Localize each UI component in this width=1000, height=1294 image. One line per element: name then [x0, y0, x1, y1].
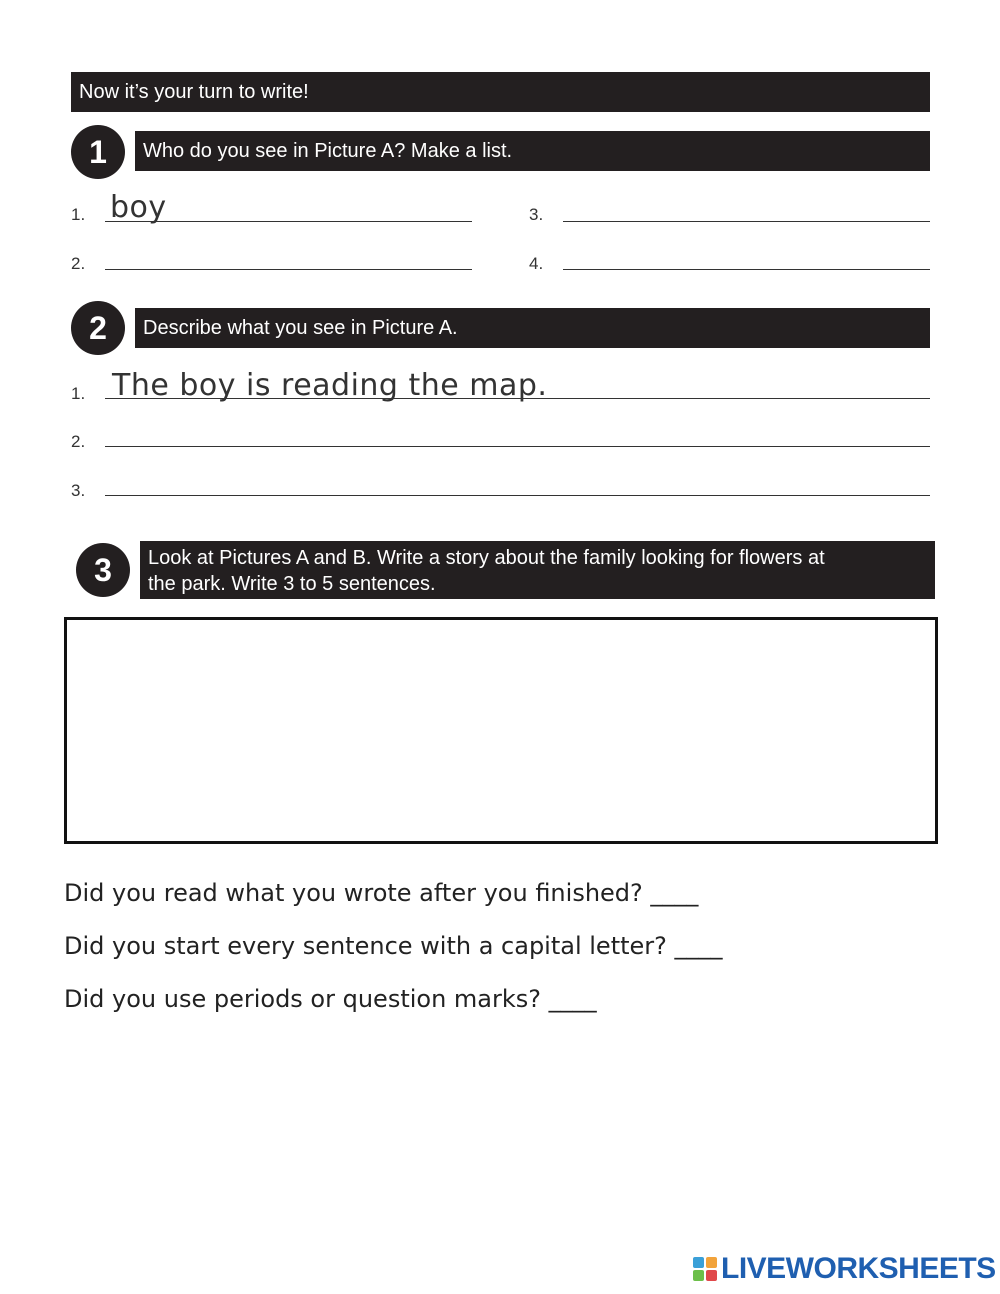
- checklist-item-1: Did you read what you wrote after you finished? ____: [64, 879, 699, 907]
- question-3-number: 3: [94, 551, 112, 588]
- question-3-prompt-line-1: Look at Pictures A and B. Write a story about the family looking for flowers at: [148, 547, 825, 569]
- logo-text: LIVEWORKSHEETS: [721, 1252, 996, 1285]
- q2-item-2-line[interactable]: [105, 446, 930, 447]
- question-2-prompt: Describe what you see in Picture A.: [143, 317, 458, 339]
- question-2-prompt-bar: [135, 308, 930, 348]
- story-text-area[interactable]: [64, 617, 938, 844]
- q2-item-3-line[interactable]: [105, 495, 930, 496]
- q1-item-4-line[interactable]: [563, 269, 930, 270]
- q1-item-4-label: 4.: [529, 254, 544, 273]
- section-header-title: Now it’s your turn to write!: [79, 81, 309, 103]
- question-3-prompt-bar: [140, 541, 935, 599]
- question-1-number: 1: [89, 133, 107, 170]
- logo-grid-icon: [693, 1257, 717, 1281]
- q2-item-1-line[interactable]: [105, 398, 930, 399]
- q1-item-1-label: 1.: [71, 205, 86, 224]
- q1-item-2-line[interactable]: [105, 269, 472, 270]
- q2-item-1-answer[interactable]: The boy is reading the map.: [112, 368, 548, 403]
- q1-item-2-label: 2.: [71, 254, 86, 273]
- question-3-prompt-line-2: the park. Write 3 to 5 sentences.: [148, 573, 436, 595]
- checklist-item-2: Did you start every sentence with a capital letter? ____: [64, 932, 723, 960]
- q2-item-1-label: 1.: [71, 384, 86, 403]
- question-1-prompt: Who do you see in Picture A? Make a list.: [143, 140, 513, 162]
- question-1-number-badge: [71, 125, 125, 179]
- liveworksheets-logo: [693, 1252, 996, 1286]
- checklist-item-3: Did you use periods or question marks? ____: [64, 985, 597, 1013]
- question-3-number-badge: [76, 543, 130, 597]
- q2-item-3-label: 3.: [71, 481, 86, 500]
- q2-item-2-label: 2.: [71, 432, 86, 451]
- question-2-number: 2: [89, 309, 107, 346]
- question-1-prompt-bar: [135, 131, 930, 171]
- q1-item-1-answer[interactable]: boy: [110, 190, 167, 225]
- q1-item-3-label: 3.: [529, 205, 544, 224]
- q1-item-1-line[interactable]: [105, 221, 472, 222]
- question-2-number-badge: [71, 301, 125, 355]
- q1-item-3-line[interactable]: [563, 221, 930, 222]
- section-header: [71, 72, 930, 112]
